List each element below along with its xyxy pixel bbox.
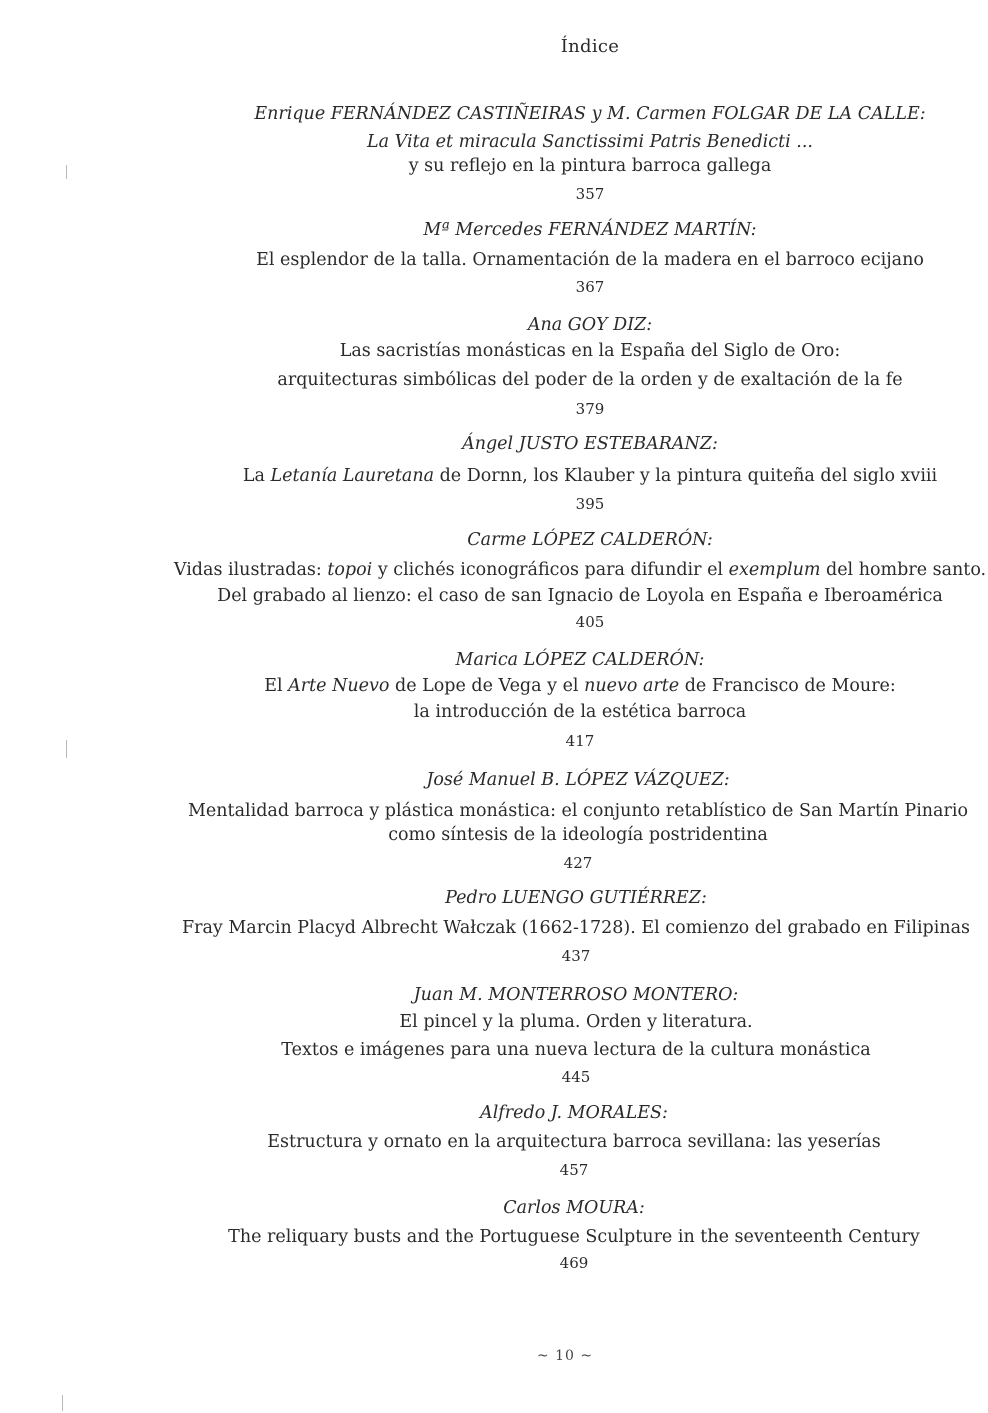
entry-page-number: 417: [565, 732, 595, 750]
entry-title-line: arquitecturas simbólicas del poder de la orden y de exaltación de la fe: [277, 370, 903, 390]
entry-title-italic: exemplum: [728, 560, 821, 580]
entry-author: Alfredo J. MORALES:: [480, 1103, 668, 1123]
entry-author: José Manuel B. LÓPEZ VÁZQUEZ:: [426, 770, 730, 790]
entry-author: Carlos MOURA:: [503, 1198, 645, 1218]
entry-author: Juan M. MONTERROSO MONTERO:: [413, 985, 739, 1005]
entry-page-number: 357: [575, 185, 605, 203]
entry-title-text: de Lope de Vega y el: [389, 676, 585, 696]
entry-title-line: Fray Marcin Placyd Albrecht Wałczak (1662-1728). El comienzo del grabado en Filipinas: [181, 918, 971, 938]
entry-author: Enrique FERNÁNDEZ CASTIÑEIRAS y M. Carmen FOLGAR DE LA CALLE:: [254, 104, 926, 124]
entry-title-line: Textos e imágenes para una nueva lectura de la cultura monástica: [281, 1040, 871, 1060]
entry-title-line: Las sacristías monásticas en la España del Siglo de Oro:: [339, 341, 841, 361]
entry-title-text: La: [242, 466, 271, 486]
entry-page-number: 445: [561, 1068, 591, 1086]
entry-author: Mª Mercedes FERNÁNDEZ MARTÍN:: [423, 220, 757, 240]
page-footer: ~ 10 ~: [536, 1348, 594, 1364]
entry-title-line: Estructura y ornato en la arquitectura barroca sevillana: las yeserías: [267, 1132, 881, 1152]
entry-page-number: 367: [575, 278, 605, 296]
entry-title-text: Vidas ilustradas:: [173, 560, 328, 580]
entry-title-line: como síntesis de la ideología postridentina: [388, 825, 768, 845]
entry-title-text: del hombre santo.: [820, 560, 987, 580]
entry-title-line: la introducción de la estética barroca: [413, 702, 747, 722]
entry-title-line: El esplendor de la talla. Ornamentación de la madera en el barroco ecijano: [256, 250, 924, 270]
entry-title-text: de Francisco de Moure:: [679, 676, 896, 696]
entry-page-number: 427: [563, 854, 593, 872]
entry-page-number: 457: [559, 1161, 589, 1179]
entry-title-italic: nuevo arte: [584, 676, 680, 696]
entry-title-line: y su reflejo en la pintura barroca gallega: [408, 156, 772, 176]
entry-title-italic: Letanía Lauretana: [270, 466, 435, 486]
entry-page-number: 395: [575, 495, 605, 513]
scan-mark: [66, 165, 67, 179]
scan-mark: [66, 740, 67, 758]
entry-title-line: El pincel y la pluma. Orden y literatura.: [399, 1012, 753, 1032]
entry-page-number: 405: [575, 613, 605, 631]
entry-title-line: [243, 464, 937, 488]
entry-page-number: 469: [559, 1254, 589, 1272]
entry-title-italic: Arte Nuevo: [288, 676, 390, 696]
entry-title-line: Mentalidad barroca y plástica monástica: el conjunto retablístico de San Martín Pinario: [188, 801, 968, 821]
entry-title-italic: topoi: [327, 560, 373, 580]
entry-author: Marica LÓPEZ CALDERÓN:: [455, 650, 705, 670]
entry-title-text: y clichés iconográficos para difundir el: [372, 560, 729, 580]
page-header: Índice: [560, 36, 620, 57]
entry-page-number: 379: [575, 400, 605, 418]
entry-title-line: [264, 674, 896, 698]
entry-author: Pedro LUENGO GUTIÉRREZ:: [445, 888, 707, 908]
scan-mark: [62, 1395, 63, 1411]
entry-title-line: The reliquary busts and the Portuguese Sculpture in the seventeenth Century: [228, 1227, 920, 1247]
entry-author: Ana GOY DIZ:: [527, 315, 653, 335]
entry-page-number: 437: [561, 947, 591, 965]
entry-author: Carme LÓPEZ CALDERÓN:: [467, 530, 713, 550]
entry-title-line: [174, 558, 986, 582]
entry-author: Ángel JUSTO ESTEBARANZ:: [462, 434, 718, 454]
entry-title-text: de Dornn, los Klauber y la pintura quiteña del siglo xviii: [434, 466, 938, 486]
entry-title-text: El: [264, 676, 289, 696]
entry-title-line: La Vita et miracula Sanctissimi Patris Benedicti ...: [367, 132, 813, 152]
entry-title-line: Del grabado al lienzo: el caso de san Ignacio de Loyola en España e Iberoamérica: [217, 586, 943, 606]
